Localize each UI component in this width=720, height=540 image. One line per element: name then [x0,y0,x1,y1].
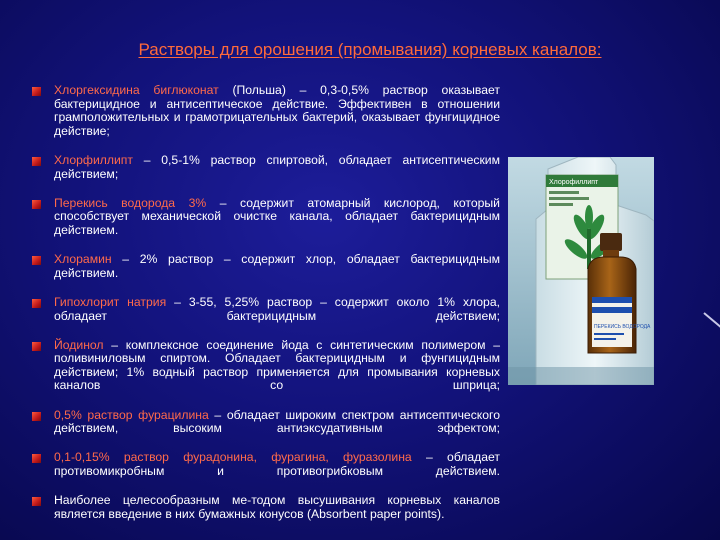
bullet-list [32,84,500,523]
item-term: Хлорамин [54,252,112,267]
bottles-illustration [508,157,654,385]
item-term: Хлоргексидина биглюконат [54,83,219,97]
item-text: – обладает широким спектром антисептического действием, высоким антиэксудативным эффектом; [54,407,500,436]
item-term: 0,1-0,15% раствор фурадонина, фурагина, фуразолина [54,450,412,465]
item-term: Перекись водорода 3% [54,195,207,210]
bullet-icon [32,256,41,265]
slide-title: Растворы для орошения (промывания) корневых каналов: [138,40,602,59]
item-text: – 0,5-1% раствор спиртовой, обладает антисептическим действием; [54,152,500,181]
bullet-icon [32,200,41,209]
product-photo [508,157,654,385]
bullet-icon [32,342,41,351]
list-item [32,451,500,492]
item-text: (Польша) – 0,3-0,5% раствор оказывает бактерицидное и антисептическое действие. Эффективен в отношении грамположительных и грамотрицательных бактерий, оказывает фунгицидное действие; [54,83,500,138]
decorative-line [703,312,720,328]
item-text: – комплексное соединение йода с синтетическим полимером – поливиниловым спиртом. Обладает бактерицидным и фунгицидным действием; 1% водный раствор применяется для промывания корневых каналов со шприца; [54,337,500,393]
list-item [32,296,500,337]
bullet-icon [32,299,41,308]
item-text: – 3-55, 5,25% раствор – содержит около 1% хлора, обладает бактерицидным действием; [54,294,501,323]
bullet-icon [32,412,41,421]
item-term: Хлорфиллипт [54,152,133,167]
list-item [32,253,500,294]
bullet-icon [32,454,41,463]
item-text: – содержит атомарный кислород, который способствует механической очистке канала, обладает бактерицидным действием. [54,195,500,237]
item-text: – 2% раствор – содержит хлор, обладает бактерицидным действием. [54,252,500,280]
item-text: Наиболее целесообразным ме-тодом высушивания корневых каналов является введение в них бумажных конусов (Absorbent paper points). [54,493,500,521]
list-item [32,154,500,195]
bottle-label-text: Хлорофиллипт [549,179,599,186]
bullet-icon [32,497,41,506]
list-item [32,84,500,152]
item-term: Йодинол [54,337,104,352]
list-item [32,494,500,521]
item-text: – обладает противомикробным и противогрибковым действием. [54,450,500,479]
item-term: 0,5% раствор фурацилина [54,407,209,422]
vial-label-text: ПЕРЕКИСЬ ВОДОРОДА [594,324,651,330]
bullet-icon [32,157,41,166]
list-item [32,409,500,450]
bullet-icon [32,87,41,96]
item-term: Гипохлорит натрия [54,294,167,309]
list-item [32,339,500,407]
list-item [32,197,500,251]
